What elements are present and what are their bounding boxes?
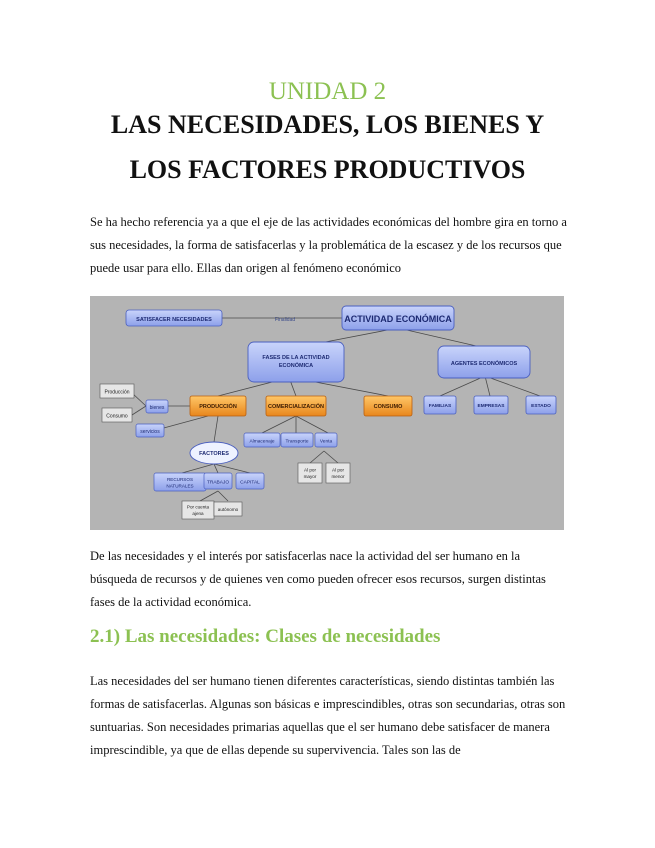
node-agentes-economicos xyxy=(438,346,530,378)
svg-text:ACTIVIDAD ECONÓMICA: ACTIVIDAD ECONÓMICA xyxy=(344,314,452,324)
svg-text:Transporte: Transporte xyxy=(285,439,309,445)
node-produccion-small xyxy=(100,384,134,398)
svg-text:RECURSOS: RECURSOS xyxy=(166,477,194,482)
svg-text:NATURALES: NATURALES xyxy=(166,483,194,489)
unit-label: UNIDAD 2 xyxy=(268,78,387,105)
svg-text:FAMILIAS: FAMILIAS xyxy=(428,404,452,409)
svg-text:Producción: Producción xyxy=(104,389,130,396)
page-title-line-2: LOS FACTORES PRODUCTIVOS xyxy=(129,155,526,184)
svg-text:EMPRESAS: EMPRESAS xyxy=(477,404,505,409)
svg-text:Al por: Al por xyxy=(303,467,317,473)
node-consumo xyxy=(364,396,412,416)
page-title-line-1: LAS NECESIDADES, LOS BIENES Y xyxy=(110,110,545,139)
intro-paragraph: Se ha hecho referencia ya a que el eje de las actividades económicas del hombre gira en torno a sus necesidades, la forma de satisfacerlas y la problemática de la escasez y de los recursos que puede usar para ello. Ellas dan origen al fenómeno económico xyxy=(90,215,567,275)
svg-text:TRABAJO: TRABAJO xyxy=(206,480,230,486)
node-factores xyxy=(190,442,238,464)
svg-text:Por cuenta: Por cuenta xyxy=(186,504,210,510)
svg-text:Consumo: Consumo xyxy=(106,413,128,420)
node-venta xyxy=(315,433,337,447)
svg-text:CONSUMO: CONSUMO xyxy=(373,404,403,410)
svg-text:ECONÓMICA: ECONÓMICA xyxy=(278,363,314,369)
node-bienes xyxy=(146,400,168,413)
svg-text:FACTORES: FACTORES xyxy=(199,451,229,457)
svg-text:bienes: bienes xyxy=(149,405,165,411)
after-diagram-paragraph: De las necesidades y el interés por satisfacerlas nace la actividad del ser humano en la búsqueda de recursos y de quienes ven como pueden ofrecer esos recursos, surgen distintas fases de la actividad económica. xyxy=(90,549,546,609)
node-actividad-economica xyxy=(342,306,454,330)
concept-map-diagram xyxy=(90,296,564,530)
node-familias xyxy=(424,396,456,414)
svg-text:servicios: servicios xyxy=(140,429,160,435)
svg-text:mayor: mayor xyxy=(303,474,317,479)
svg-text:Almacenaje: Almacenaje xyxy=(249,439,275,445)
node-empresas xyxy=(474,396,508,414)
svg-text:AGENTES ECONÓMICOS: AGENTES ECONÓMICOS xyxy=(450,361,518,367)
node-capital xyxy=(236,473,264,489)
svg-text:COMERCIALIZACIÓN: COMERCIALIZACIÓN xyxy=(268,404,324,410)
node-autonomo xyxy=(214,502,242,516)
section-heading: 2.1) Las necesidades: Clases de necesidades xyxy=(90,626,441,647)
svg-text:ESTADO: ESTADO xyxy=(531,404,551,409)
label-finalidad: Finalidad xyxy=(274,317,296,323)
node-produccion xyxy=(190,396,246,416)
node-trabajo xyxy=(204,473,232,489)
node-por-cuenta-ajena xyxy=(182,501,214,519)
node-fases-actividad xyxy=(248,342,344,382)
node-transporte xyxy=(281,433,313,447)
svg-text:Al por: Al por xyxy=(331,467,345,473)
svg-text:SATISFACER NECESIDADES: SATISFACER NECESIDADES xyxy=(136,317,212,323)
svg-text:CAPITAL: CAPITAL xyxy=(240,480,260,486)
node-consumo-small xyxy=(102,408,132,422)
node-al-por-mayor xyxy=(298,463,322,483)
svg-text:PRODUCCIÓN: PRODUCCIÓN xyxy=(199,404,237,410)
node-satisfacer-necesidades xyxy=(126,310,222,326)
svg-text:FASES DE LA ACTIVIDAD: FASES DE LA ACTIVIDAD xyxy=(262,355,330,361)
svg-text:Venta: Venta xyxy=(319,439,333,445)
node-recursos-naturales xyxy=(154,473,206,491)
section-body-paragraph: Las necesidades del ser humano tienen diferentes características, siendo distintas también las formas de satisfacerlas. Algunas son básicas e imprescindibles, otras son secundarias, otras son suntuarias. Son necesidades primarias aquellas que el ser humano debe satisfacer de manera imprescindible, ya que de ellas depende su supervivencia. Tales son las de xyxy=(90,674,566,757)
node-comercializacion xyxy=(266,396,326,416)
node-almacenaje xyxy=(244,433,280,447)
svg-text:menor: menor xyxy=(331,474,345,479)
node-al-por-menor xyxy=(326,463,350,483)
node-estado xyxy=(526,396,556,414)
svg-text:autónomo: autónomo xyxy=(217,507,239,512)
node-servicios xyxy=(136,424,164,437)
svg-text:ajena: ajena xyxy=(192,511,204,516)
